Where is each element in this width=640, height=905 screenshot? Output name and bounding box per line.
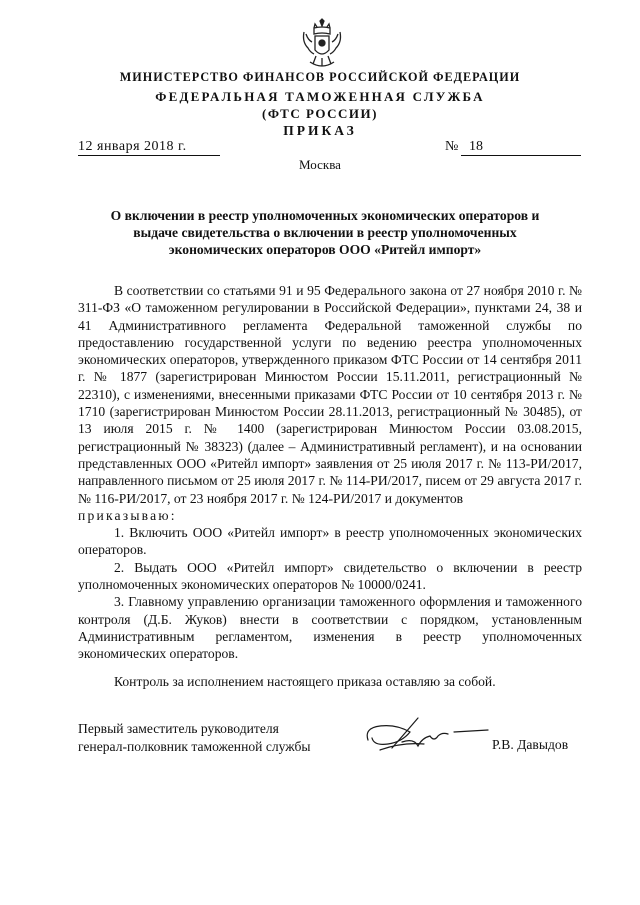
city: Москва xyxy=(299,157,341,172)
control-paragraph: Контроль за исполнением настоящего приказа оставляю за собой. xyxy=(114,674,496,689)
signatory-position-line-1: Первый заместитель руководителя xyxy=(78,721,279,736)
order-word: приказываю: xyxy=(78,507,177,523)
order-number: 18 xyxy=(461,139,581,156)
order-body xyxy=(78,282,582,663)
service-short-name: (ФТС РОССИИ) xyxy=(262,106,378,121)
order-title: О включении в реестр уполномоченных экономических операторов и выдаче свидетельства о включении в реестр уполномоченных экономических операторов ООО «Ритейл импорт» xyxy=(110,208,540,257)
number-sign: № xyxy=(445,139,459,154)
order-item-1: 1. Включить ООО «Ритейл импорт» в реестр уполномоченных экономических операторов. xyxy=(78,525,582,558)
order-item-2: 2. Выдать ООО «Ритейл импорт» свидетельство о включении в реестр уполномоченных экономических операторов № 10000/0241. xyxy=(78,559,582,593)
handwritten-signature-icon xyxy=(362,712,492,756)
order-date: 12 января 2018 г. xyxy=(78,139,220,156)
coat-of-arms-emblem-icon xyxy=(300,18,344,70)
preamble-paragraph: В соответствии со статьями 91 и 95 Федерального закона от 27 ноября 2010 г. № 311-ФЗ «О таможенном регулировании в Российской Федерации», пунктами 24, 38 и 41 Административного регламента Федеральной таможенной службы по предоставлению государственной услуги по ведению реестра уполномоченных экономических операторов, утвержденного приказом ФТС России от 14 сентября 2011 г. № 1877 (зарегистрирован Минюстом России 15.11.2011, регистрационный № 22310), с изменениями, внесенными приказами ФТС России от 10 сентября 2013 г. № 1710 (зарегистрирован Минюстом России 28.11.2013, регистрационный № 30485), от 13 июля 2015 г. № 1400 (зарегистрирован Минюстом России 03.08.2015, регистрационный № 38323) (далее – Административный регламент), и на основании представленных ООО «Ритейл импорт» заявления от 25 июля 2017 г. № 113-РИ/2017, направленного письмом от 25 июля 2017 г. № 114-РИ/2017, писем от 29 августа 2017 г. № 116-РИ/2017, от 23 ноября 2017 г. № 124-РИ/2017 и документов xyxy=(78,283,582,506)
service-name: ФЕДЕРАЛЬНАЯ ТАМОЖЕННАЯ СЛУЖБА xyxy=(155,89,485,104)
signatory-position-line-2: генерал-полковник таможенной службы xyxy=(78,738,311,754)
ministry-name: МИНИСТЕРСТВО ФИНАНСОВ РОССИЙСКОЙ ФЕДЕРАЦИИ xyxy=(119,70,521,84)
signatory-position xyxy=(78,720,311,755)
signatory-name: Р.В. Давыдов xyxy=(492,737,569,752)
order-item-3: 3. Главному управлению организации таможенного оформления и таможенного контроля (Д.Б. Жуков) внести в соответствии с порядком, установленным Административным регламентом, изменения в реестр уполномоченных экономических операторов. xyxy=(78,594,582,662)
document-type: ПРИКАЗ xyxy=(283,123,357,138)
